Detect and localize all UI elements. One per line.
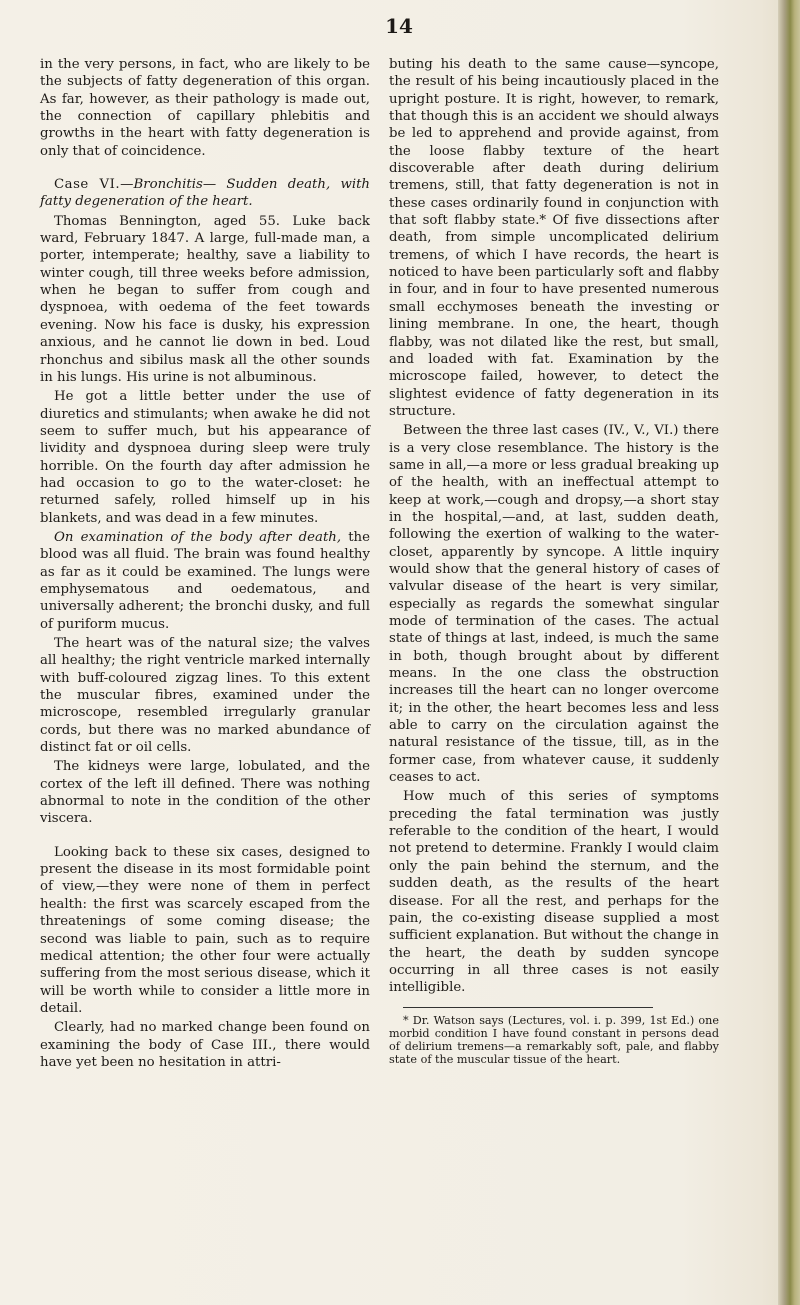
case-heading bbox=[40, 176, 370, 211]
paragraph: The kidneys were large, lobulated, and the cortex of the left ill defined. There was nothing abnormal to note in the condition of the other viscera. bbox=[40, 759, 370, 827]
case-label: Case VI. bbox=[54, 177, 121, 193]
paragraph: How much of this series of symptoms preceding the fatal termination was justly referable to the condition of the heart, I would not pretend to determine. Frankly I would claim only the pain behind the sternum, and the sudden death, as the results of the heart disease. For all the rest, and perhaps for the pain, the co-existing disease supplied a most sufficient explanation. But without the change in the heart, the death by sudden syncope occurring in all three cases is not easily intelligible. bbox=[389, 789, 719, 996]
paragraph: Looking back to these six cases, designed to present the disease in its most formidable point of view,—they were none of them in perfect health: the first was scarcely escaped from the threatenings of some coming disease; the second was liable to pain, such as to require medical attention; the other four were actually suffering from the most serious disease, which it will be worth while to consider a little more in detail. bbox=[40, 844, 370, 1016]
paragraph bbox=[40, 529, 370, 633]
paragraph: He got a little better under the use of diuretics and stimulants; when awake he did not seem to suffer much, but his appearance of lividity and dyspnoea during sleep were truly horrible. On the fourth day after admission he had occasion to go to the water-closet: he returned safely, rolled himself up in his blankets, and was dead in a few minutes. bbox=[40, 389, 370, 526]
examination-text: the blood was all fluid. The brain was found healthy as far as it could be examined. The lungs were emphysematous and oedematous, and universally adherent; the bronchi dusky, and full of puriform mucus. bbox=[40, 529, 370, 632]
page-binding-edge bbox=[778, 0, 800, 1305]
left-column bbox=[40, 56, 370, 1073]
page-number: 14 bbox=[385, 14, 413, 38]
footnote-divider bbox=[403, 1007, 653, 1008]
case-title: —Bronchitis— Sudden death, with fatty degeneration of the heart. bbox=[40, 177, 370, 210]
paragraph: buting his death to the same cause—syncope, the result of his being incautiously placed in the upright posture. It is right, however, to remark, that though this is an accident we should always be led to apprehend and provide against, from the loose flabby texture of the heart discoverable after death during delirium tremens, still, that fatty degeneration is not in these cases ordinarily found in conjunction with that soft flabby state.* Of five dissections after death, from simple uncomplicated delirium tremens, of which I have records, the heart is noticed to have been particularly soft and flabby in four, and in four to have presented numerous small ecchymoses beneath the investing or lining membrane. In one, the heart, though flabby, was not dilated like the rest, but small, and loaded with fat. Examination by the microscope failed, however, to detect the slightest evidence of fatty degeneration in its structure. bbox=[389, 57, 719, 419]
right-column bbox=[389, 56, 719, 1068]
examination-lead: On examination of the body after death, bbox=[54, 529, 342, 545]
paragraph: Between the three last cases (IV., V., VI.) there is a very close resemblance. The history is the same in all,—a more or less gradual breaking up of the health, with an ineffectual attempt to keep at work,—cough and dropsy,—a short stay in the hospital,—and, at last, sudden death, following the exertion of walking to the water-closet, apparently by syncope. A little inquiry would show that the general history of cases of valvular disease of the heart is very similar, especially as regards the somewhat singular mode of termination of the cases. The actual state of things at last, indeed, is much the same in both, though brought about by different means. In the one class the obstruction increases till the heart can no longer overcome it; in the other, the heart becomes less and less able to carry on the circulation against the natural resistance of the tissue, till, as in the former case, from whatever cause, it suddenly ceases to act. bbox=[389, 423, 719, 786]
footnote: * Dr. Watson says (Lectures, vol. i. p. 399, 1st Ed.) one morbid condition I have found constant in persons dead of delirium tremens—a remarkably soft, pale, and flabby state of the muscular tissue of the heart. bbox=[389, 1013, 719, 1067]
paragraph: Clearly, had no marked change been found on examining the body of Case III., there would have yet been no hesitation in attri- bbox=[40, 1020, 370, 1070]
paragraph: The heart was of the natural size; the valves all healthy; the right ventricle marked internally with buff-coloured zigzag lines. To this extent the muscular fibres, examined under the microscope, resembled irregularly granular cords, but there was no marked abundance of distinct fat or oil cells. bbox=[40, 636, 370, 756]
paragraph: in the very persons, in fact, who are likely to be the subjects of fatty degeneration of this organ. As far, however, as their pathology is made out, the connection of capillary phlebitis and growths in the heart with fatty degeneration is only that of coincidence. bbox=[40, 57, 370, 159]
paragraph: Thomas Bennington, aged 55. Luke back ward, February 1847. A large, full-made man, a porter, intemperate; healthy, save a liability to winter cough, till three weeks before admission, when he began to suffer from cough and dyspnoea, with oedema of the feet towards evening. Now his face is dusky, his expression anxious, and he cannot lie down in bed. Loud rhonchus and sibilus mask all the other sounds in his lungs. His urine is not albuminous. bbox=[40, 213, 370, 385]
